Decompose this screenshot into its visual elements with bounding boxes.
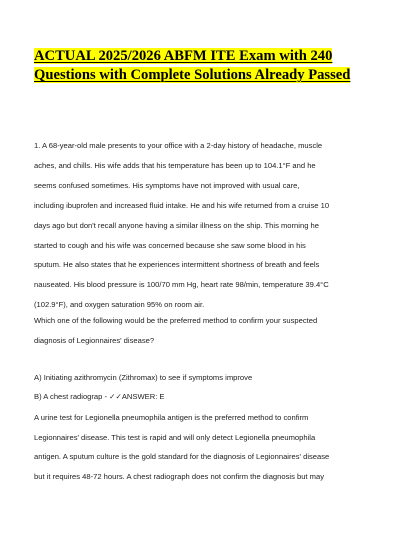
- question-line: days ago but don't recall anyone having a similar illness on the ship. This morning he: [34, 221, 319, 230]
- explanation-line: antigen. A sputum culture is the gold standard for the diagnosis of Legionnaires' disease: [34, 452, 330, 461]
- question-line: 1. A 68-year-old male presents to your office with a 2-day history of headache, muscle: [34, 141, 323, 150]
- question-line: Which one of the following would be the preferred method to confirm your suspected: [34, 316, 318, 325]
- option-b: B) A chest radiograp - ✓✓ANSWER: E: [34, 392, 165, 401]
- question-line: started to cough and his wife was concerned because she saw some blood in his: [34, 241, 306, 250]
- title-line-1: ACTUAL 2025/2026 ABFM ITE Exam with 240: [34, 48, 333, 64]
- question-line: aches, and chills. His wife adds that his temperature has been up to 104.1°F and he: [34, 161, 316, 170]
- title-line-2: Questions with Complete Solutions Already Passed: [34, 67, 351, 83]
- question-line: (102.9°F), and oxygen saturation 95% on room air.: [34, 300, 205, 309]
- option-a: A) Initiating azithromycin (Zithromax) to see if symptoms improve: [34, 373, 253, 382]
- document-title: [34, 47, 384, 85]
- explanation-line: A urine test for Legionella pneumophila antigen is the preferred method to confirm: [34, 413, 309, 422]
- explanation-line: Legionnaires' disease. This test is rapid and will only detect Legionella pneumophila: [34, 433, 316, 442]
- explanation-line: but it requires 48-72 hours. A chest radiograph does not confirm the diagnosis but may: [34, 472, 324, 481]
- question-line: seems confused sometimes. His symptoms have not improved with usual care,: [34, 181, 300, 190]
- question-line: including ibuprofen and increased fluid intake. He and his wife returned from a cruise 10: [34, 201, 330, 210]
- question-line: nauseated. His blood pressure is 100/70 mm Hg, heart rate 98/min, temperature 39.4°C: [34, 280, 329, 289]
- question-line: sputum. He also states that he experiences intermittent shortness of breath and feels: [34, 260, 320, 269]
- question-line: diagnosis of Legionnaires' disease?: [34, 336, 155, 345]
